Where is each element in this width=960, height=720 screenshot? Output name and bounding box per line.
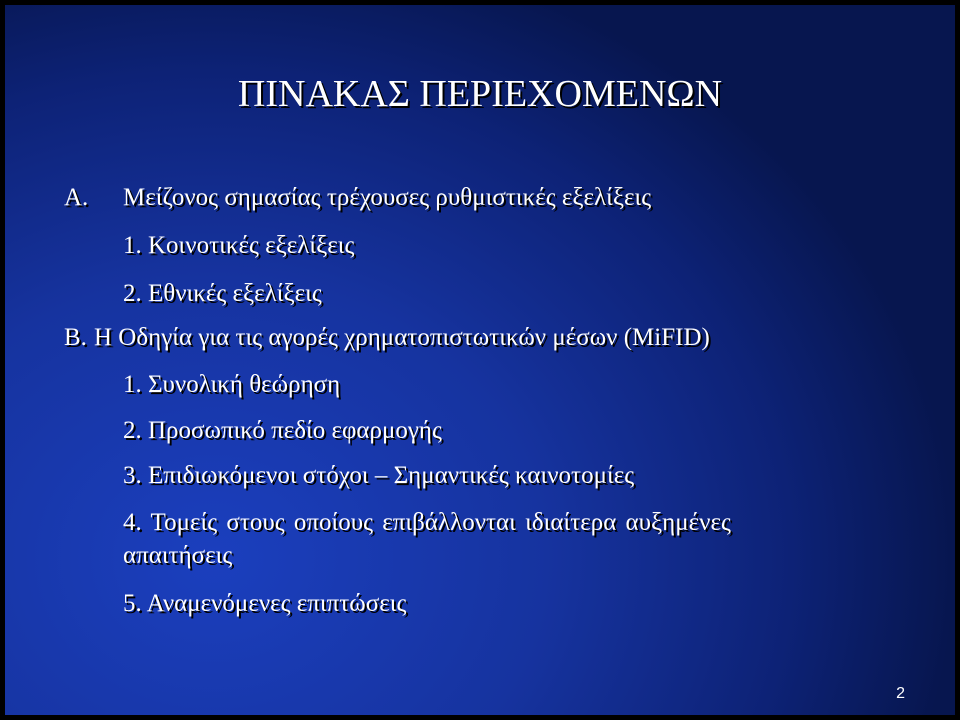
- section-b-item-3: 3. Επιδιωκόμενοι στόχοι – Σημαντικές καινοτομίες: [123, 462, 635, 489]
- section-a-label: Α.: [64, 184, 89, 211]
- section-b-item-2: 2. Προσωπικό πεδίο εφαρμογής: [123, 417, 442, 444]
- section-b-item-4: 4. Τομείς στους οποίους επιβάλλονται ιδιαίτερα αυξημένες: [123, 509, 731, 536]
- section-a-item-1: 1. Κοινοτικές εξελίξεις: [123, 232, 355, 259]
- page-number: 2: [896, 685, 905, 702]
- section-b-item-4-continued: απαιτήσεις: [123, 542, 233, 569]
- section-a-item-2: 2. Εθνικές εξελίξεις: [123, 280, 322, 307]
- section-b-item-5: 5. Αναμενόμενες επιπτώσεις: [123, 590, 407, 617]
- section-b-item-1: 1. Συνολική θεώρηση: [123, 371, 341, 398]
- section-b-heading: Η Οδηγία για τις αγορές χρηματοπιστωτικών μέσων (MiFID): [94, 324, 710, 351]
- section-b-label: Β.: [64, 324, 87, 351]
- section-a-heading: Μείζονος σημασίας τρέχουσες ρυθμιστικές εξελίξεις: [123, 184, 652, 211]
- slide-title: ΠΙΝΑΚΑΣ ΠΕΡΙΕΧΟΜΕΝΩΝ: [237, 73, 723, 115]
- slide: [5, 5, 955, 715]
